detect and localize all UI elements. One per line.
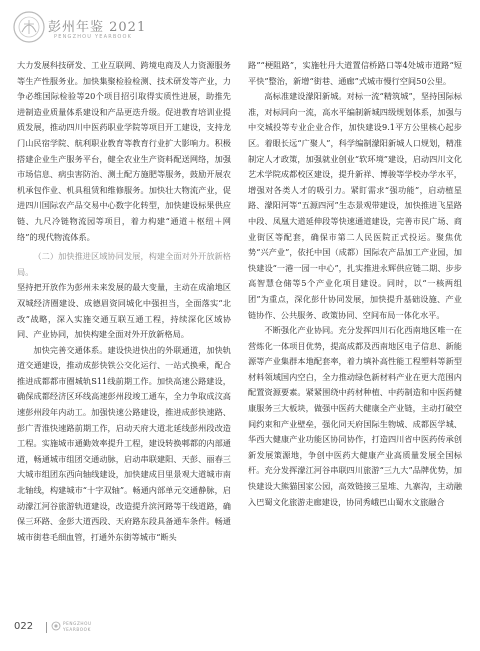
yearbook-header	[12, 6, 312, 52]
left-text-column	[17, 58, 231, 606]
footer-brand-line: YEARBOOK	[63, 626, 91, 632]
footer-brand	[63, 621, 92, 632]
yearbook-subtitle: PENGZHOU YEARBOOK	[54, 34, 133, 40]
page-footer	[14, 617, 214, 637]
yearbook-seal-icon	[12, 10, 46, 44]
paragraph: 加快完善交通体系。建设快进快出的外联通道，加快轨道交通建设，推动成彭快铁公交化运行、一站式换乘，配合推进成都都市圈城轨S11线前期工作。加快高速公路建设，确保成都经济区环线高速彭州段竣工通车，全力争取成汶高速彭州段年内动工。加强快速公路建设，推进成彭快速路、彭广青淮快速路前期工作，启动天府大道北延线彭州段改造工程。实施城市通勤效率提升工程，建设转换郫都的内部通道，畅通城市组团交通动脉，启动串联建阳、天彭、丽春三大城市组团东西向轴线建设，加快建成目里景观大道城市南北轴线，构建城市“十字双轴”。畅通内部单元交通静脉，启动濛江河谷旅游轨道建设，改造提升滨河路等干线道路，确保三环路、金彭大道西段、天府路东段具备通车条件。畅通城市街巷毛细血管，打通外东街等城市“断头	[17, 344, 231, 542]
yearbook-title: 彭州年鉴 2021	[48, 20, 147, 35]
footer-brand-line: PENGZHOU	[63, 621, 92, 626]
footer-divider	[46, 622, 47, 633]
paragraph: 高标准建设濛阳新城。对标一流“精筑城”，坚持国际标准，对标同向一流，高水平编制新城四级规划体系，加强与中交城投等专业企业合作，加快建设9.1平方公里核心起步区。着眼长远“广聚人”，科学编制濛阳新城人口规划，精准制定人才政策，加强就业创业“软环境”建设，启动四川文化艺术学院成都校区建设，提升新祥、博骏等学校办学水平，增强对各类人才的吸引力。紧盯需求“强功能”，启动植星路、濛阳河等“五源四河”生态景观带建设，加快推进飞星路中段、凤凰大道延伸段等快速通道建设，完善市民广场、商业街区等配套，确保市第二人民医院正式投运。聚焦优势“兴产业”，依托中国（成都）国际农产品加工产业园，加快建设“一港一园一中心”，扎实推进永辉供应链二期、步步高智慧仓储等5个产业化项目建设。同时，以“一核两组团”为重点，深化彭什协同发展，加快提升基础设施、产业链协作、公共服务、政策协同、空间布局一体化水平。	[248, 91, 462, 320]
paragraph: 大力发展科技研发、工业互联网、跨境电商及人力资源服务等生产性服务业。加快集聚检验检测、技术研发等产业，力争必维国际检验等20个项目招引取得实质性进展，助推先进制造业质量体系建设和产品更迭升级。促进教育培训业提质发展，推动四川中医药职业学院等项目开工建设，支持龙门山民宿学院、航利职业教育等教育行业扩大影响力。积极搭建企业生产服务平台，健全农业生产资料配送网络，加强市场信息、病虫害防治、测土配方施肥等服务，鼓励开展农机承包作业、机具租赁和维修服务。加快壮大物流产业，促进四川国际农产品交易中心数字化转型，加快建设标果供应链、九尺冷链物流园等项目，着力构建“通道＋枢纽＋网络”的现代物流体系。	[17, 60, 231, 242]
section-subheading: （二）加快推进区域协同发展，构建全面对外开放新格局。	[17, 251, 231, 277]
right-text-column	[248, 58, 462, 606]
paragraph: 路”“梗阻路”，实施牡丹大道置信桥路口等4处城市道路“短平快”整治，新增“街巷、通廊”式城市慢行空间50公里。	[248, 60, 462, 86]
page-number: 022	[14, 621, 34, 632]
paragraph: 不断强化产业协同。充分发挥四川石化西南地区唯一在营炼化一体项目优势，提高成都及西南地区电子信息、新能源等产业集群本地配套率，着力填补高性能工程塑料等新型材料领域国内空白，全力推动绿色新材料产业在更大范围内配置资源要素。紧紧围绕中药材种植、中药制造和中医药健康服务三大板块，做强中医药大健康全产业链，主动打破空间约束和产业壁垒，强化同天府国际生物城、成都医学城、华西大健康产业功能区协同协作，打造四川省中医药传承创新发展策源地，争创中医药大健康产业高质量发展全国标杆。充分发挥濛江河谷串联四川旅游“三九大”品牌优势，加快建设大熊猫国家公园，高效链接三星堆、九寨沟，主动融入巴蜀文化旅游走廊建设，协同秀峨巴山蜀水文旅融合	[248, 325, 462, 507]
paragraph: 坚持把开放作为彭州未来发展的最大变量，主动在成渝地区双城经济圈建设、成德眉资同城化中强担当，全面落实“北改”战略，深入实施交通互联互通工程，持续深化区域协同、产业协同，加快构建全面对外开放新格局。	[17, 282, 231, 340]
yearbook-mark-icon	[51, 621, 61, 631]
